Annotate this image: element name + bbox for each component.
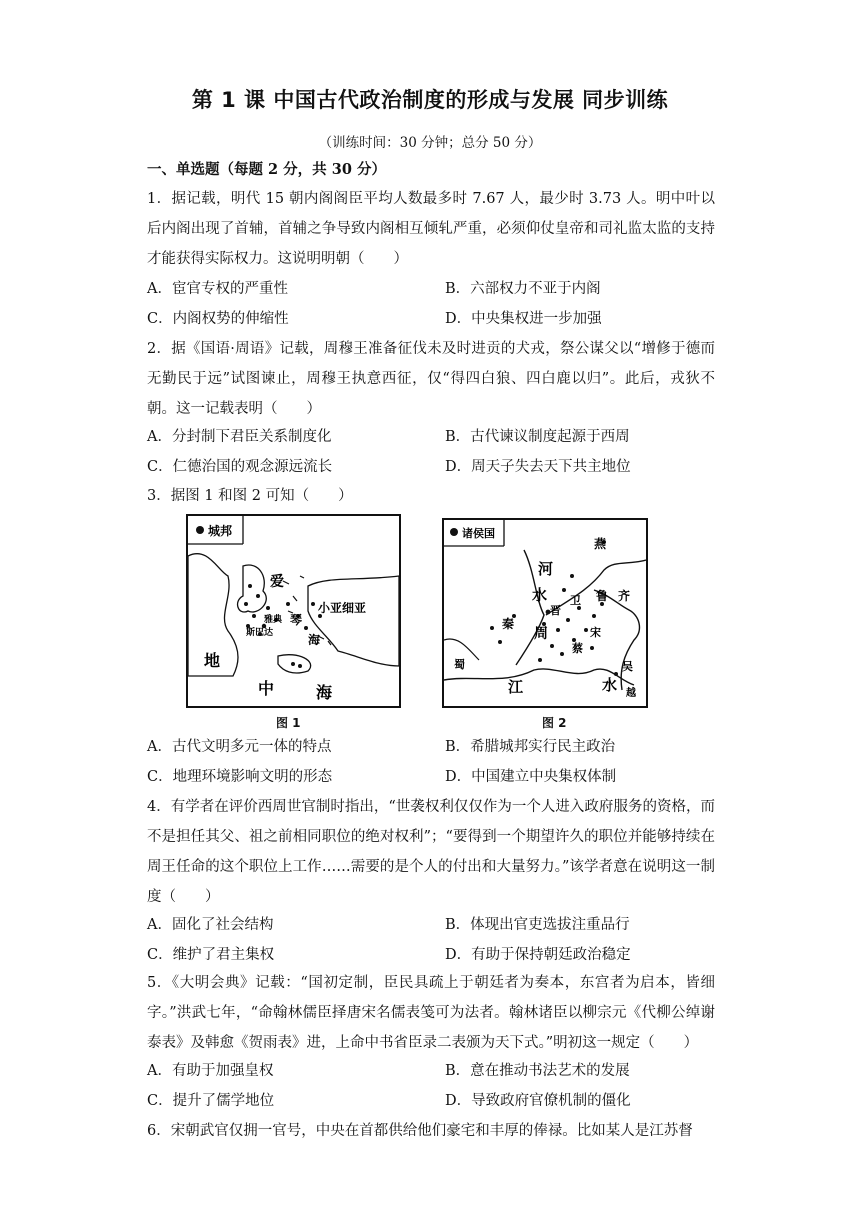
map-2-label-cai: 蔡 — [572, 642, 583, 655]
q5-option-b[interactable]: B．意在推动书法艺术的发展 — [445, 1063, 630, 1079]
map-1-label-asia-minor: 小亚细亚 — [318, 601, 367, 615]
q1-option-d[interactable]: D．中央集权进一步加强 — [445, 311, 602, 327]
q4-option-c[interactable]: C．维护了君主集权 — [147, 947, 275, 963]
map-2-label-wu: 吴 — [622, 660, 633, 673]
page-title: 第 1 课 中国古代政治制度的形成与发展 同步训练 — [191, 88, 669, 112]
map-1-legend: 城邦 — [208, 524, 233, 538]
q3-option-a[interactable]: A．古代文明多元一体的特点 — [147, 739, 332, 755]
q2-option-d[interactable]: D．周天子失去天下共主地位 — [445, 459, 631, 475]
question-4-stem: 4．有学者在评价西周世官制时指出，“世袭权利仅仅作为一个人进入政府服务的资格，而不是担任其父、祖之前相同职位的绝对权利”；“要得到一个期望许久的职位并能够持续在周王任命的这个职位上工作……需要的是个人的付出和大量努力。”该学者意在说明这一制度（ ） — [147, 799, 715, 905]
map-2-label-lu: 鲁 — [596, 589, 609, 603]
q2-option-a[interactable]: A．分封制下君臣关系制度化 — [147, 429, 332, 445]
q1-option-a[interactable]: A．宦官专权的严重性 — [147, 281, 288, 297]
q5-option-a[interactable]: A．有助于加强皇权 — [147, 1063, 274, 1079]
map-2-label-zhou: 周 — [534, 626, 548, 642]
map-2-label-shu: 蜀 — [454, 658, 465, 671]
map-2-label-yue: 越 — [626, 688, 636, 699]
maps-figure — [186, 514, 636, 734]
map-1-caption: 图 1 — [276, 716, 301, 730]
map-2-label-qin: 秦 — [502, 617, 515, 631]
question-1-stem: 1．据记载，明代 15 朝内阁阁臣平均人数最多时 7.67 人，最少时 3.73 人。明中叶以后内阁出现了首辅，首辅之争导致内阁相互倾轧严重，必须仰仗皇帝和司礼监太监的支持才能获得实际权力。这说明明朝（ ） — [147, 191, 715, 267]
map-2-chinese-states — [442, 518, 648, 708]
map-1-label-di: 地 — [204, 651, 221, 670]
section-heading: 一、单选题（每题 2 分，共 30 分） — [147, 161, 386, 178]
q5-option-d[interactable]: D．导致政府官僚机制的僵化 — [445, 1093, 631, 1109]
map-1-label-ai: 爱 — [270, 574, 284, 590]
map-2-label-qi: 齐 — [618, 589, 631, 603]
q3-option-b[interactable]: B．希腊城邦实行民主政治 — [445, 739, 616, 755]
map-2-label-shui: 水 — [532, 586, 548, 604]
question-2-stem: 2．据《国语·周语》记载，周穆王准备征伐未及时进贡的犬戎，祭公谋父以“增修于德而无勤民于远”试图谏止，周穆王执意西征，仅“得四白狼、四白鹿以归”。此后，戎狄不朝。这一记载表明（ ） — [147, 341, 715, 417]
map-2-label-he: 河 — [538, 560, 554, 578]
map-2-label-song: 宋 — [590, 626, 601, 639]
q4-option-d[interactable]: D．有助于保持朝廷政治稳定 — [445, 947, 631, 963]
map-1-label-hai: 海 — [308, 633, 321, 647]
map-2-label-wei: 卫 — [570, 594, 581, 607]
map-2-label-shui-2: 水 — [602, 676, 618, 694]
q4-option-b[interactable]: B．体现出官吏选拔注重品行 — [445, 917, 630, 933]
q5-option-c[interactable]: C．提升了儒学地位 — [147, 1093, 275, 1109]
q2-option-c[interactable]: C．仁德治国的观念源远流长 — [147, 459, 333, 475]
question-5-stem: 5．《大明会典》记载：“国初定制，臣民具疏上于朝廷者为奏本，东宫者为启本，皆细字。”洪武七年，“命翰林儒臣择唐宋名儒表笺可为法者。翰林诸臣以柳宗元《代柳公绰谢泰表》及韩愈《贺雨表》进，上命中书省臣录二表颁为天下式。”明初这一规定（ ） — [147, 975, 715, 1051]
map-1-label-qin: 琴 — [290, 613, 303, 627]
map-1-label-hai-2: 海 — [316, 683, 333, 702]
question-6-stem: 6．宋朝武官仅拥一官号，中央在首都供给他们豪宅和丰厚的俸禄。比如某人是江苏督 — [147, 1123, 693, 1139]
map-2-legend: 诸侯国 — [462, 527, 495, 540]
map-2-caption: 图 2 — [542, 716, 567, 730]
question-3-stem: 3．据图 1 和图 2 可知（ ） — [147, 488, 353, 504]
q1-option-c[interactable]: C．内阁权势的伸缩性 — [147, 311, 289, 327]
q2-option-b[interactable]: B．古代谏议制度起源于西周 — [445, 429, 630, 445]
map-1-label-sparta: 斯巴达 — [246, 628, 274, 638]
q1-option-b[interactable]: B．六部权力不亚于内阁 — [445, 281, 601, 297]
map-1-label-zhong: 中 — [258, 679, 275, 698]
page-subtitle: （训练时间：30 分钟；总分 50 分） — [318, 135, 542, 151]
map-1-greek-city-states — [186, 514, 401, 708]
map-1-label-athens: 雅典 — [264, 615, 283, 625]
q3-option-c[interactable]: C．地理环境影响文明的形态 — [147, 769, 333, 785]
map-2-label-jin: 晋 — [550, 604, 561, 617]
q3-option-d[interactable]: D．中国建立中央集权体制 — [445, 769, 617, 785]
map-2-label-yan: 燕 — [594, 537, 607, 551]
q4-option-a[interactable]: A．固化了社会结构 — [147, 917, 274, 933]
map-2-label-jiang: 江 — [508, 678, 524, 696]
